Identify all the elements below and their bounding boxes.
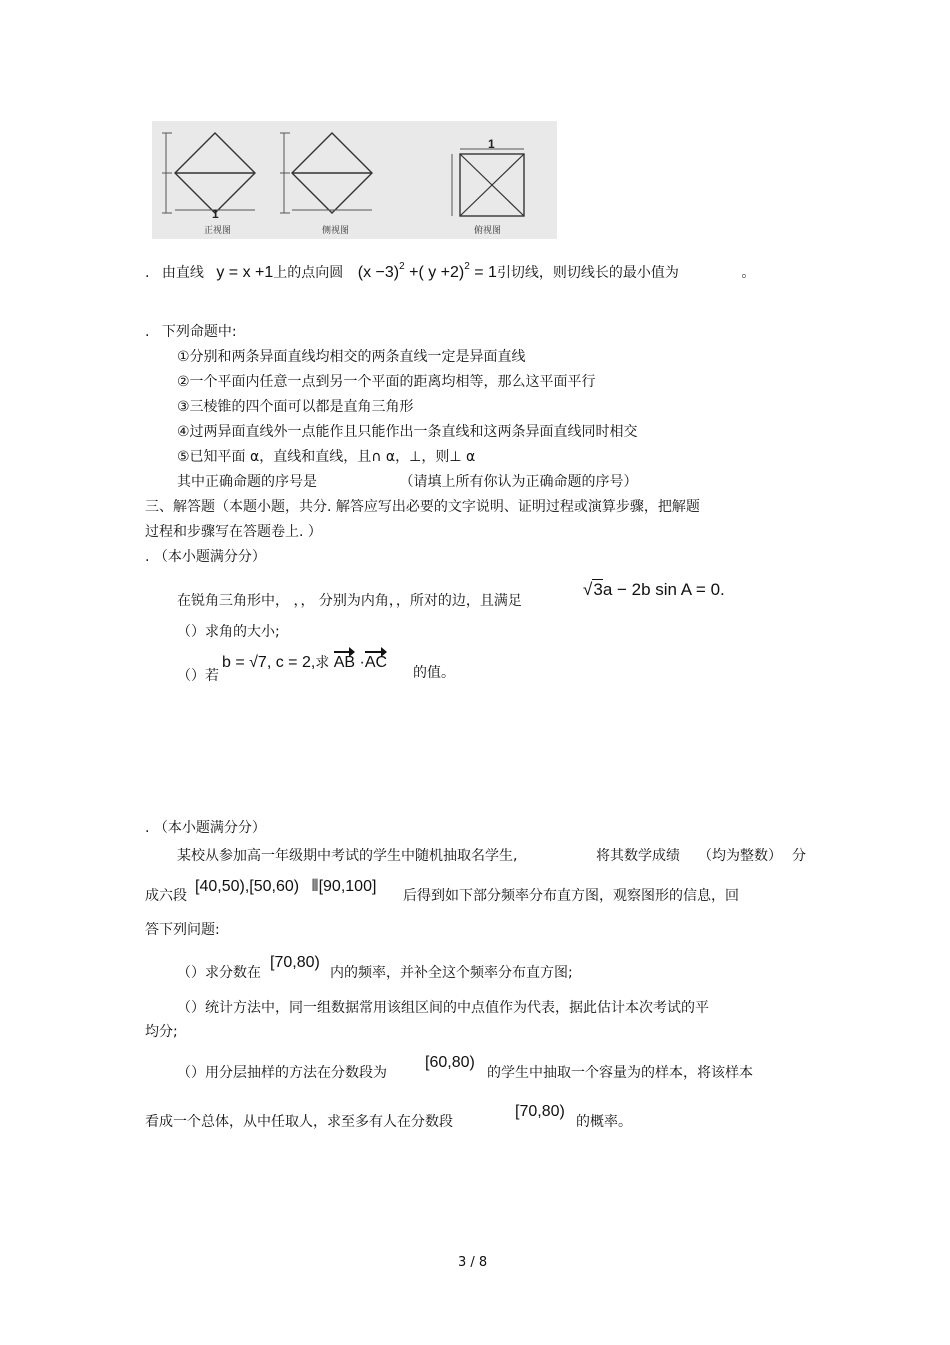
- stat-line-1d: 分: [792, 848, 806, 864]
- proposition-item: ⑤已知平面 α，直线和直线，且∩ α，⊥，则⊥ α: [177, 449, 476, 465]
- triangle-question-header: [145, 546, 266, 566]
- ellipsis-mark: ⦀: [311, 878, 319, 895]
- propositions-title: 下列命题中:: [161, 324, 237, 340]
- triangle-stem: 在锐角三角形中， ，， 分别为内角，，所对的边，且满足: [177, 593, 522, 609]
- stat-ranges: [195, 878, 376, 896]
- question-mid: 上的点向圆: [273, 265, 344, 281]
- question-number: .: [145, 549, 150, 565]
- question-number: .: [145, 324, 150, 340]
- top-view: [452, 137, 524, 236]
- score-note: （本小题满分分）: [153, 820, 266, 836]
- stat-line-3: 答下列问题:: [145, 922, 220, 938]
- stat-part-1-suffix: 内的频率，并补全这个频率分布直方图;: [330, 965, 573, 981]
- stat-question-header: [145, 817, 266, 837]
- stat-line-1b: 将其数学成绩: [596, 848, 680, 864]
- front-view-label: 正视图: [204, 226, 232, 236]
- circle-part-b: +( y +2): [409, 264, 465, 281]
- section-heading-line1: 三、解答题（本题小题，共分. 解答应写出必要的文字说明、证明过程或演算步骤，把解题: [145, 499, 700, 515]
- circle-part-a: (x −3): [357, 264, 400, 281]
- side-view: [280, 133, 372, 236]
- sqrt-sign: √: [583, 580, 593, 599]
- stat-line-2-prefix: 成六段: [145, 888, 187, 904]
- top-view-label: 俯视图: [474, 226, 502, 236]
- question-number: .: [145, 820, 150, 836]
- stat-part-2b: 均分;: [145, 1024, 178, 1040]
- stat-part-4-prefix: 看成一个总体，从中任取人，求至多有人在分数段: [145, 1114, 453, 1130]
- range-list: [40,50),[50,60): [195, 878, 300, 895]
- answer-line: [177, 471, 637, 491]
- stat-part-3-prefix: （）用分层抽样的方法在分数段为: [177, 1065, 387, 1081]
- triangle-part-2: [222, 652, 387, 672]
- stat-line-1a: 某校从参加高一年级期中考试的学生中随机抽取名学生,: [177, 848, 518, 864]
- proposition-item: ②一个平面内任意一点到另一个平面的距离均相等，那么这平面平行: [177, 374, 596, 390]
- stat-line-1: [177, 845, 817, 865]
- question-tangent: [145, 262, 755, 282]
- stat-part-1-prefix: （）求分数在: [177, 965, 261, 981]
- stat-part-4-range: [70,80): [515, 1103, 565, 1120]
- answer-prefix: 其中正确命题的序号是: [177, 474, 317, 490]
- side-view-label: 侧视图: [322, 226, 350, 236]
- vector-ac: AC: [364, 654, 388, 671]
- exponent-2: 2: [464, 261, 470, 272]
- triangle-part-2-prefix: （）若: [177, 668, 219, 684]
- given-values: b = √7, c = 2,: [222, 654, 316, 671]
- line-equation: y = x +1: [216, 264, 274, 281]
- range-last: [90,100]: [318, 878, 377, 895]
- condition-rest: a − 2b sin A = 0.: [602, 580, 725, 599]
- front-width-dim: 1: [212, 207, 219, 221]
- circle-part-c: = 1: [474, 264, 497, 281]
- proposition-item: ①分别和两条异面直线均相交的两条直线一定是异面直线: [177, 349, 526, 365]
- score-note: （本小题满分分）: [153, 549, 266, 565]
- stat-part-1-range: [70,80): [270, 954, 320, 971]
- question-number: .: [145, 265, 150, 281]
- three-view-drawing: [152, 121, 557, 239]
- answer-hint: （请填上所有你认为正确命题的序号）: [399, 474, 638, 490]
- three-view-figure: [152, 121, 557, 239]
- section-heading-line2: 过程和步骤写在答题卷上. ）: [145, 524, 322, 540]
- stat-part-3-suffix: 的学生中抽取一个容量为的样本，将该样本: [487, 1065, 753, 1081]
- triangle-part-2-suffix: 的值。: [413, 665, 455, 681]
- stat-part-4-suffix: 的概率。: [576, 1114, 632, 1130]
- top-width-dim: 1: [488, 137, 495, 151]
- dot-operator: ·: [359, 654, 365, 671]
- front-view: [162, 133, 255, 236]
- page-number: 3 / 8: [458, 1255, 488, 1270]
- question-suffix: 引切线，则切线长的最小值为: [496, 265, 679, 281]
- question-end: 。: [741, 265, 756, 281]
- stat-part-2a: （）统计方法中，同一组数据常用该组区间的中点值作为代表，据此估计本次考试的平: [177, 1000, 709, 1016]
- triangle-condition: [583, 580, 725, 600]
- stat-line-2-suffix: 后得到如下部分频率分布直方图，观察图形的信息，回: [403, 888, 739, 904]
- vector-ab: AB: [333, 654, 356, 671]
- proposition-item: ③三棱锥的四个面可以都是直角三角形: [177, 399, 414, 415]
- triangle-part-1: （）求角的大小;: [177, 624, 280, 640]
- exponent-1: 2: [399, 261, 405, 272]
- proposition-item: ④过两异面直线外一点能作且只能作出一条直线和这两条异面直线同时相交: [177, 424, 638, 440]
- stat-part-3-range: [60,80): [425, 1054, 475, 1071]
- sqrt-arg: 3: [593, 580, 603, 599]
- ask-word: 求: [315, 655, 330, 671]
- question-prefix: 由直线: [161, 265, 204, 281]
- stat-line-1c: （均为整数）: [698, 848, 782, 864]
- question-propositions-title: [145, 321, 237, 341]
